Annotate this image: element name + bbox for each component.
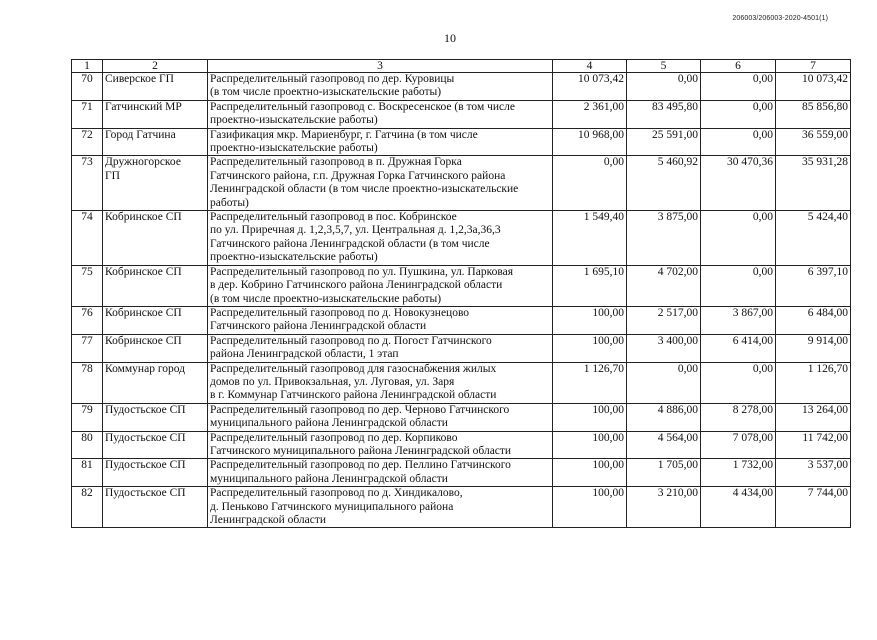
object-name-cell: Распределительный газопровод с. Воскресенское (в том числе проектно-изыскательские работы) bbox=[208, 100, 553, 128]
object-name-cell: Распределительный газопровод по дер. Черново Гатчинского муниципального района Ленинградской области bbox=[208, 403, 553, 431]
value-col-4: 10 968,00 bbox=[553, 128, 627, 156]
header-col-5: 5 bbox=[627, 60, 701, 73]
object-name-cell: Распределительный газопровод по д. Новокузнецово Гатчинского района Ленинградской области bbox=[208, 306, 553, 334]
value-col-7: 10 073,42 bbox=[776, 73, 851, 101]
value-col-6: 0,00 bbox=[701, 265, 776, 306]
value-col-5: 4 702,00 bbox=[627, 265, 701, 306]
value-col-5: 83 495,80 bbox=[627, 100, 701, 128]
object-name-cell: Распределительный газопровод по д. Хиндикалово, д. Пеньково Гатчинского муниципального района Ленинградской области bbox=[208, 487, 553, 528]
municipality-cell: Кобринское СП bbox=[103, 211, 208, 266]
gas-pipeline-table bbox=[71, 59, 851, 528]
municipality-cell: Коммунар город bbox=[103, 362, 208, 403]
row-number: 80 bbox=[72, 431, 103, 459]
value-col-4: 1 695,10 bbox=[553, 265, 627, 306]
table-row bbox=[72, 211, 851, 266]
value-col-6: 0,00 bbox=[701, 362, 776, 403]
table-row bbox=[72, 73, 851, 101]
value-col-4: 0,00 bbox=[553, 156, 627, 211]
value-col-7: 6 484,00 bbox=[776, 306, 851, 334]
header-col-7: 7 bbox=[776, 60, 851, 73]
value-col-6: 7 078,00 bbox=[701, 431, 776, 459]
municipality-cell: Кобринское СП bbox=[103, 334, 208, 362]
value-col-6: 1 732,00 bbox=[701, 459, 776, 487]
object-name-cell: Распределительный газопровод для газоснабжения жилых домов по ул. Привокзальная, ул. Луговая, ул. Заря в г. Коммунар Гатчинского района Ленинградской области bbox=[208, 362, 553, 403]
value-col-7: 7 744,00 bbox=[776, 487, 851, 528]
value-col-4: 100,00 bbox=[553, 459, 627, 487]
municipality-cell: Кобринское СП bbox=[103, 306, 208, 334]
row-number: 81 bbox=[72, 459, 103, 487]
value-col-6: 30 470,36 bbox=[701, 156, 776, 211]
value-col-4: 1 549,40 bbox=[553, 211, 627, 266]
value-col-6: 0,00 bbox=[701, 100, 776, 128]
value-col-7: 1 126,70 bbox=[776, 362, 851, 403]
object-name-cell: Распределительный газопровод по дер. Пеллино Гатчинского муниципального района Ленинградской области bbox=[208, 459, 553, 487]
value-col-6: 0,00 bbox=[701, 73, 776, 101]
table-header-row bbox=[72, 60, 851, 73]
header-col-1: 1 bbox=[72, 60, 103, 73]
value-col-5: 1 705,00 bbox=[627, 459, 701, 487]
value-col-7: 35 931,28 bbox=[776, 156, 851, 211]
table-row bbox=[72, 128, 851, 156]
row-number: 71 bbox=[72, 100, 103, 128]
value-col-4: 2 361,00 bbox=[553, 100, 627, 128]
table-row bbox=[72, 487, 851, 528]
value-col-5: 5 460,92 bbox=[627, 156, 701, 211]
municipality-cell: Город Гатчина bbox=[103, 128, 208, 156]
table-row bbox=[72, 334, 851, 362]
value-col-7: 13 264,00 bbox=[776, 403, 851, 431]
value-col-4: 100,00 bbox=[553, 403, 627, 431]
table-row bbox=[72, 100, 851, 128]
row-number: 75 bbox=[72, 265, 103, 306]
value-col-5: 0,00 bbox=[627, 362, 701, 403]
value-col-7: 36 559,00 bbox=[776, 128, 851, 156]
value-col-5: 0,00 bbox=[627, 73, 701, 101]
table-row bbox=[72, 156, 851, 211]
value-col-6: 0,00 bbox=[701, 211, 776, 266]
object-name-cell: Распределительный газопровод по дер. Корпиково Гатчинского муниципального района Ленинградской области bbox=[208, 431, 553, 459]
value-col-5: 3 210,00 bbox=[627, 487, 701, 528]
document-id: 206003/206003-2020-4501(1) bbox=[732, 15, 828, 22]
value-col-7: 5 424,40 bbox=[776, 211, 851, 266]
table-row bbox=[72, 306, 851, 334]
table-row bbox=[72, 431, 851, 459]
municipality-cell: Пудостьское СП bbox=[103, 403, 208, 431]
municipality-cell: Пудостьское СП bbox=[103, 431, 208, 459]
object-name-cell: Распределительный газопровод в пос. Кобринское по ул. Приречная д. 1,2,3,5,7, ул. Центральная д. 1,2,3а,36,3 Гатчинского района Ленинградской области (в том числе проектно-изыскательские работы) bbox=[208, 211, 553, 266]
row-number: 79 bbox=[72, 403, 103, 431]
value-col-4: 10 073,42 bbox=[553, 73, 627, 101]
municipality-cell: Кобринское СП bbox=[103, 265, 208, 306]
row-number: 73 bbox=[72, 156, 103, 211]
municipality-cell: Пудостьское СП bbox=[103, 487, 208, 528]
row-number: 76 bbox=[72, 306, 103, 334]
value-col-4: 100,00 bbox=[553, 487, 627, 528]
value-col-6: 4 434,00 bbox=[701, 487, 776, 528]
table-row bbox=[72, 459, 851, 487]
value-col-6: 3 867,00 bbox=[701, 306, 776, 334]
value-col-7: 6 397,10 bbox=[776, 265, 851, 306]
header-col-3: 3 bbox=[208, 60, 553, 73]
value-col-6: 0,00 bbox=[701, 128, 776, 156]
municipality-cell: Гатчинский МР bbox=[103, 100, 208, 128]
value-col-5: 25 591,00 bbox=[627, 128, 701, 156]
page-number: 10 bbox=[444, 31, 456, 45]
value-col-6: 6 414,00 bbox=[701, 334, 776, 362]
object-name-cell: Распределительный газопровод по д. Погост Гатчинского района Ленинградской области, 1 этап bbox=[208, 334, 553, 362]
row-number: 70 bbox=[72, 73, 103, 101]
object-name-cell: Распределительный газопровод по дер. Куровицы (в том числе проектно-изыскательские работы) bbox=[208, 73, 553, 101]
value-col-5: 3 875,00 bbox=[627, 211, 701, 266]
value-col-4: 1 126,70 bbox=[553, 362, 627, 403]
value-col-4: 100,00 bbox=[553, 306, 627, 334]
municipality-cell: Пудостьское СП bbox=[103, 459, 208, 487]
value-col-4: 100,00 bbox=[553, 334, 627, 362]
row-number: 77 bbox=[72, 334, 103, 362]
value-col-5: 2 517,00 bbox=[627, 306, 701, 334]
table-row bbox=[72, 362, 851, 403]
value-col-5: 4 564,00 bbox=[627, 431, 701, 459]
table-row bbox=[72, 265, 851, 306]
municipality-cell: Сиверское ГП bbox=[103, 73, 208, 101]
row-number: 72 bbox=[72, 128, 103, 156]
municipality-cell: Дружногорское ГП bbox=[103, 156, 208, 211]
value-col-7: 3 537,00 bbox=[776, 459, 851, 487]
header-col-2: 2 bbox=[103, 60, 208, 73]
row-number: 74 bbox=[72, 211, 103, 266]
header-col-4: 4 bbox=[553, 60, 627, 73]
value-col-5: 4 886,00 bbox=[627, 403, 701, 431]
header-col-6: 6 bbox=[701, 60, 776, 73]
value-col-4: 100,00 bbox=[553, 431, 627, 459]
value-col-7: 11 742,00 bbox=[776, 431, 851, 459]
value-col-7: 9 914,00 bbox=[776, 334, 851, 362]
object-name-cell: Газификация мкр. Мариенбург, г. Гатчина (в том числе проектно-изыскательские работы) bbox=[208, 128, 553, 156]
value-col-6: 8 278,00 bbox=[701, 403, 776, 431]
table-row bbox=[72, 403, 851, 431]
object-name-cell: Распределительный газопровод в п. Дружная Горка Гатчинского района, г.п. Дружная Горка Гатчинского района Ленинградской области (в том числе проектно-изыскательские работы) bbox=[208, 156, 553, 211]
value-col-5: 3 400,00 bbox=[627, 334, 701, 362]
value-col-7: 85 856,80 bbox=[776, 100, 851, 128]
object-name-cell: Распределительный газопровод по ул. Пушкина, ул. Парковая в дер. Кобрино Гатчинского района Ленинградской области (в том числе проектно-изыскательские работы) bbox=[208, 265, 553, 306]
row-number: 78 bbox=[72, 362, 103, 403]
row-number: 82 bbox=[72, 487, 103, 528]
